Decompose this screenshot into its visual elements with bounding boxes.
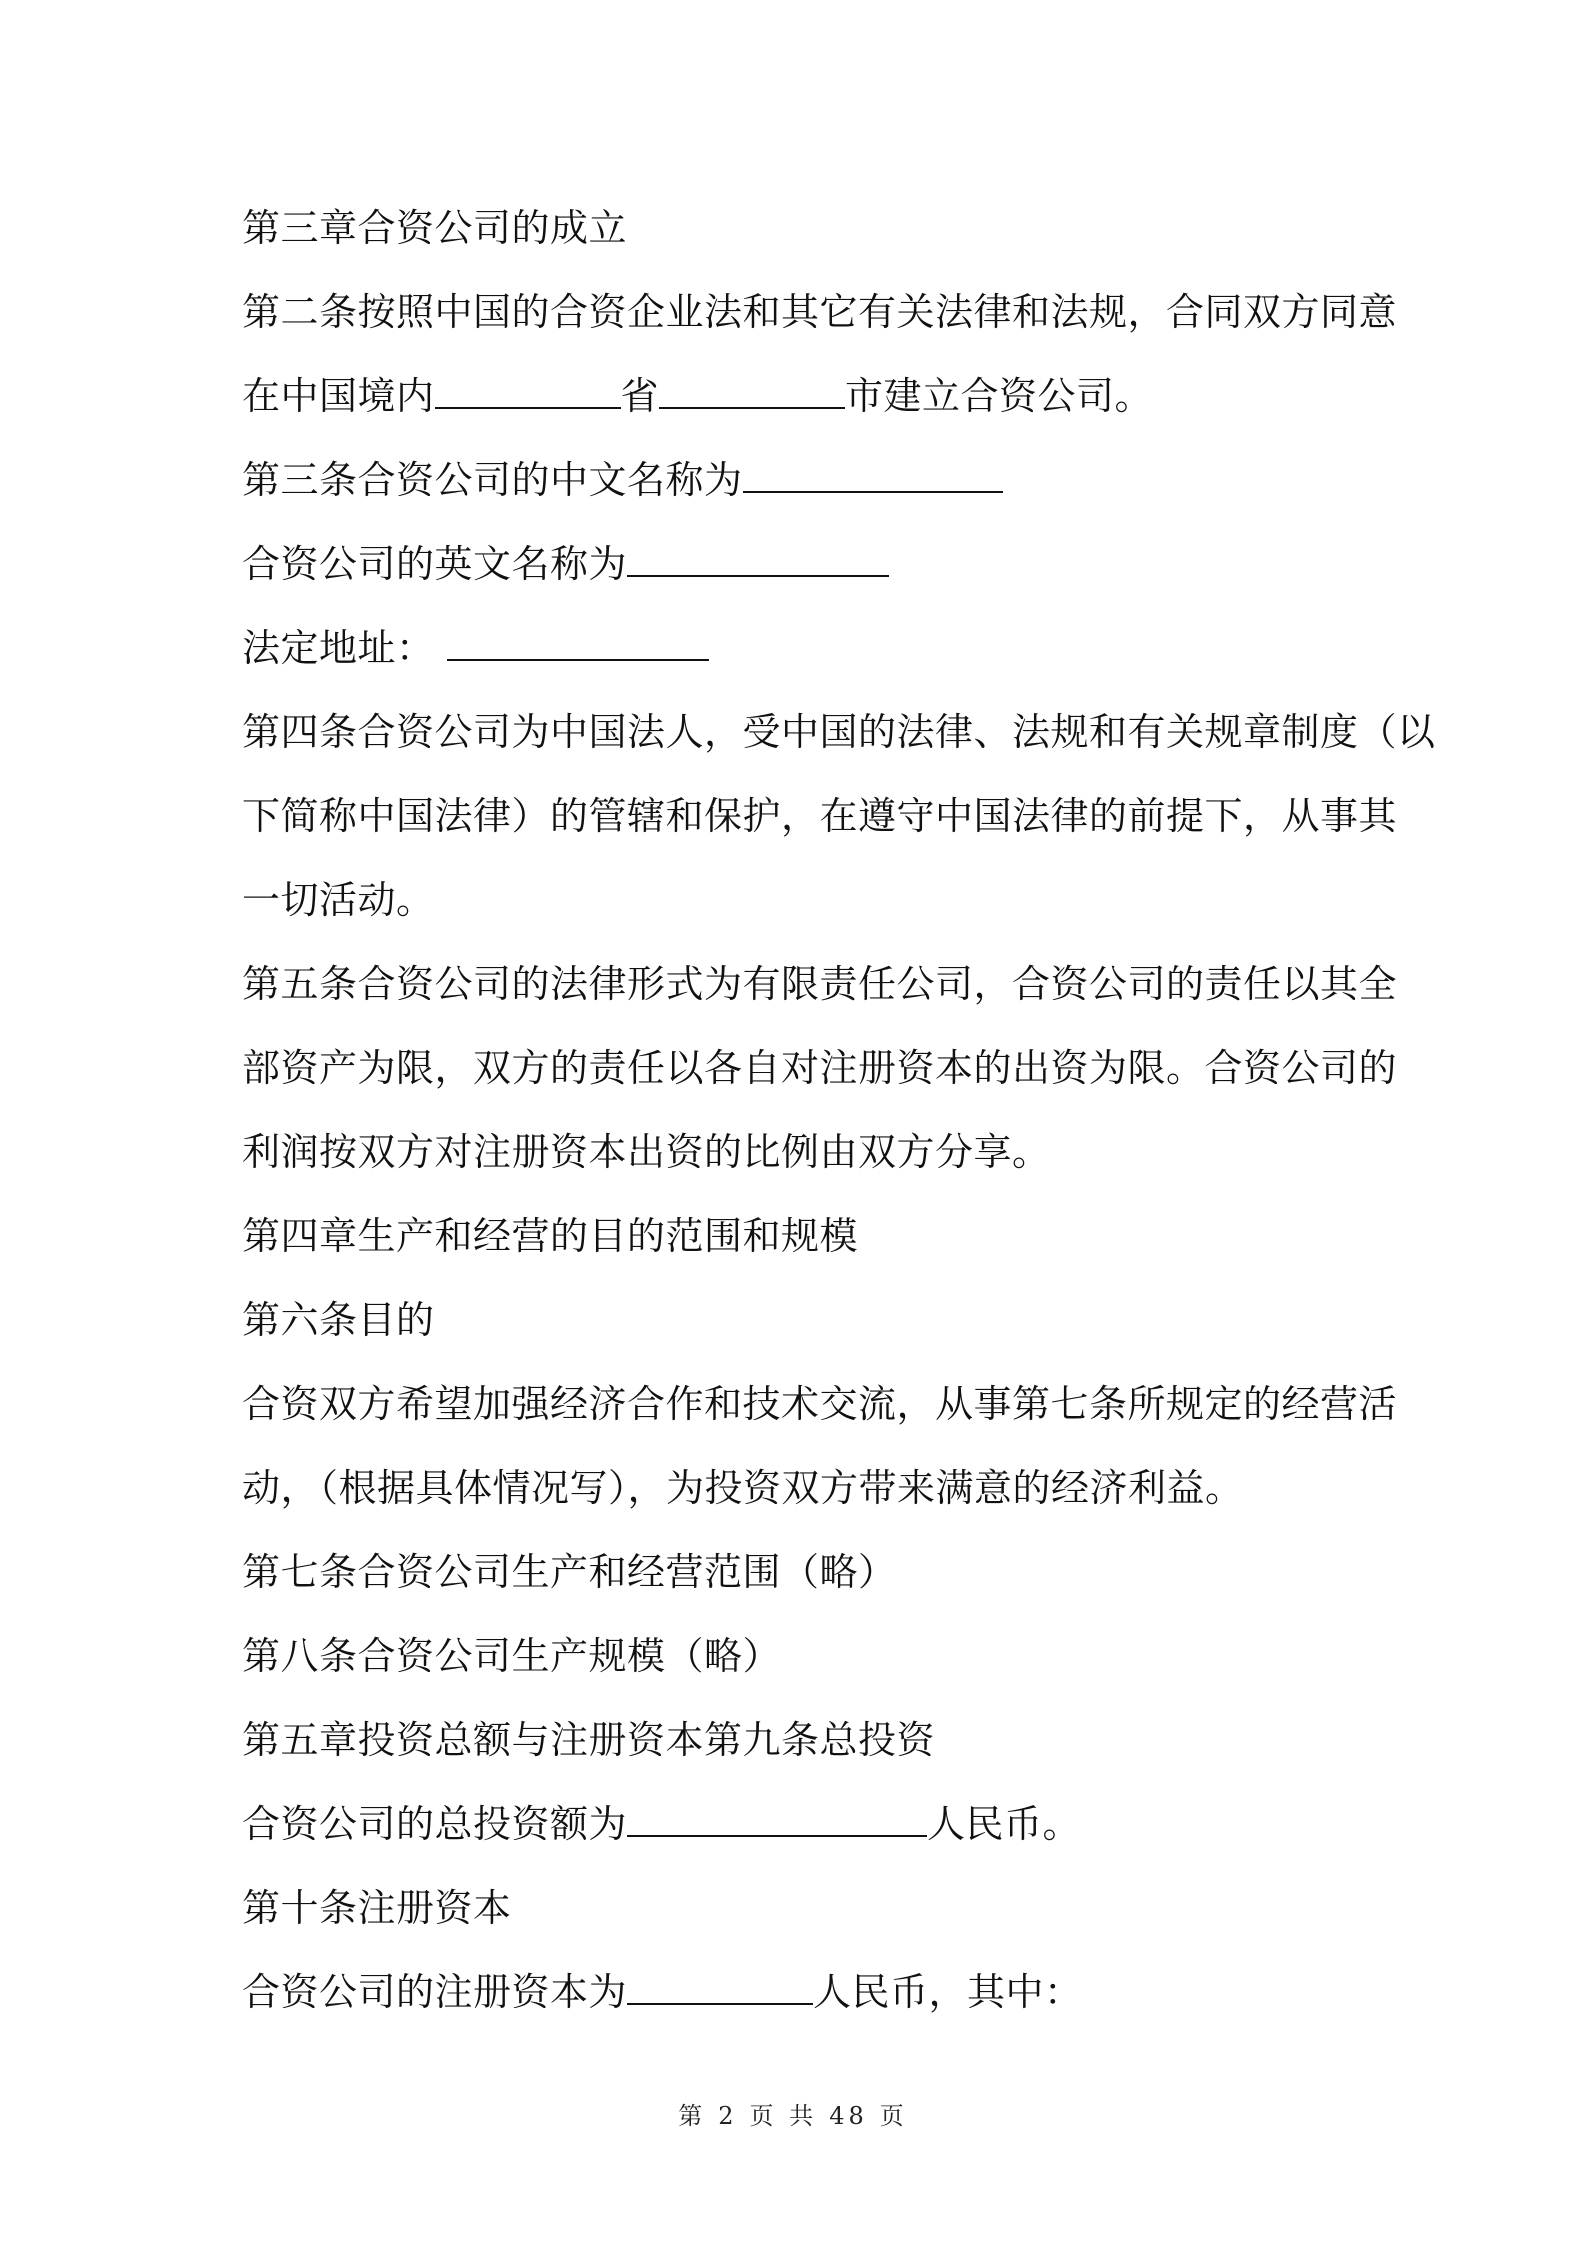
registered-capital-unit: 人民币，其中：: [813, 1970, 1083, 2014]
footer-page-number: 2: [718, 2102, 738, 2130]
legal-address-blank: [447, 625, 709, 661]
footer-total-pages: 48: [829, 2102, 868, 2130]
article-2-text-c: 市建立合资公司。: [845, 374, 1154, 418]
article-5-line-2: 部资产为限，双方的责任以各自对注册资本的出资为限。合资公司的: [242, 1046, 1398, 1090]
total-investment-label: 合资公司的总投资额为: [242, 1802, 628, 1846]
article-3-english-name: [242, 540, 889, 588]
legal-address: [242, 624, 709, 672]
footer-prefix: 第: [678, 2102, 707, 2130]
article-5-line-1: 第五条合资公司的法律形式为有限责任公司，合资公司的责任以其全: [242, 962, 1398, 1006]
city-blank: [659, 373, 845, 409]
chinese-name-label: 第三条合资公司的中文名称为: [242, 458, 743, 502]
english-name-label: 合资公司的英文名称为: [242, 542, 628, 586]
article-6-title: 第六条目的: [242, 1298, 435, 1342]
article-2-text-b: 省: [620, 374, 660, 418]
total-investment-unit: 人民币。: [927, 1802, 1082, 1846]
article-4-line-2: 下简称中国法律）的管辖和保护，在遵守中国法律的前提下，从事其: [242, 794, 1398, 838]
article-6-line-2: 动，（根据具体情况写），为投资双方带来满意的经济利益。: [242, 1466, 1244, 1510]
registered-capital: [242, 1968, 1083, 2016]
footer-mid: 页 共: [749, 2102, 818, 2130]
article-10-title: 第十条注册资本: [242, 1886, 512, 1930]
province-blank: [435, 373, 621, 409]
page-footer: [0, 2096, 1586, 2131]
article-8: 第八条合资公司生产规模（略）: [242, 1634, 782, 1678]
legal-address-label: 法定地址：: [242, 626, 435, 670]
chapter-4-title: 第四章生产和经营的目的范围和规模: [242, 1214, 859, 1258]
article-4-line-3: 一切活动。: [242, 878, 435, 922]
article-2-line-1: 第二条按照中国的合资企业法和其它有关法律和法规，合同双方同意: [242, 290, 1398, 334]
total-investment-blank: [627, 1801, 927, 1837]
total-investment: [242, 1800, 1081, 1848]
english-name-blank: [627, 541, 889, 577]
article-3-chinese-name: [242, 456, 1003, 504]
chapter-5-title: 第五章投资总额与注册资本第九条总投资: [242, 1718, 936, 1762]
article-5-line-3: 利润按双方对注册资本出资的比例由双方分享。: [242, 1130, 1051, 1174]
registered-capital-label: 合资公司的注册资本为: [242, 1970, 628, 2014]
chapter-3-title: 第三章合资公司的成立: [242, 206, 628, 250]
article-2-line-2: [242, 372, 1153, 420]
footer-suffix: 页: [879, 2102, 908, 2130]
article-7: 第七条合资公司生产和经营范围（略）: [242, 1550, 897, 1594]
chinese-name-blank: [743, 457, 1003, 493]
registered-capital-blank: [627, 1969, 813, 2005]
article-2-text-a: 在中国境内: [242, 374, 435, 418]
article-4-line-1: 第四条合资公司为中国法人，受中国的法律、法规和有关规章制度（以: [242, 710, 1436, 754]
article-6-line-1: 合资双方希望加强经济合作和技术交流，从事第七条所规定的经营活: [242, 1382, 1398, 1426]
